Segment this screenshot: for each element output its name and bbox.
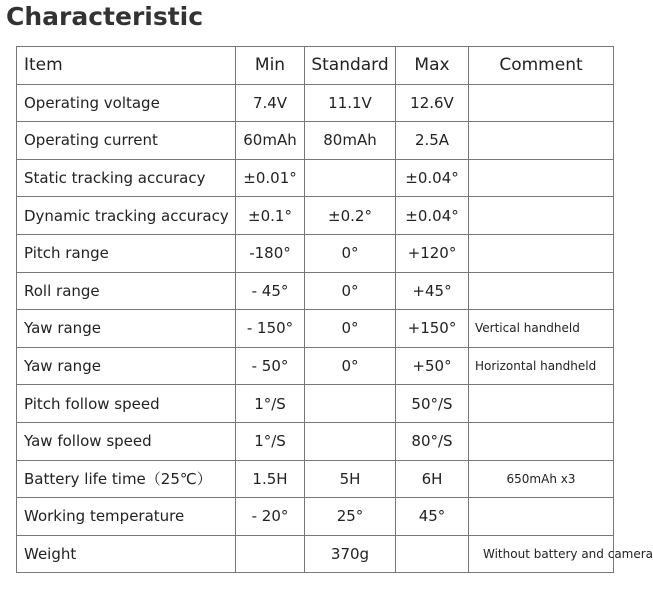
cell-item: Pitch range bbox=[17, 234, 236, 272]
cell-max: +50° bbox=[396, 347, 469, 385]
cell-item: Yaw range bbox=[17, 310, 236, 348]
cell-comment bbox=[469, 422, 614, 460]
table-row bbox=[17, 385, 614, 423]
cell-standard bbox=[305, 159, 396, 197]
table-row bbox=[17, 272, 614, 310]
cell-standard: 11.1V bbox=[305, 84, 396, 122]
cell-item: Operating current bbox=[17, 122, 236, 160]
cell-standard: 0° bbox=[305, 272, 396, 310]
cell-max: ±0.04° bbox=[396, 159, 469, 197]
cell-min: ±0.1° bbox=[236, 197, 305, 235]
table-row bbox=[17, 498, 614, 536]
cell-standard: 0° bbox=[305, 234, 396, 272]
cell-max: 2.5A bbox=[396, 122, 469, 160]
page-title: Characteristic bbox=[6, 2, 204, 31]
cell-max: +150° bbox=[396, 310, 469, 348]
table-row bbox=[17, 234, 614, 272]
cell-standard: 370g bbox=[305, 535, 396, 573]
cell-standard: 0° bbox=[305, 310, 396, 348]
cell-comment: Without battery and camera bbox=[469, 535, 614, 573]
cell-min: 1°/S bbox=[236, 422, 305, 460]
cell-max: 50°/S bbox=[396, 385, 469, 423]
cell-comment bbox=[469, 272, 614, 310]
cell-min: 7.4V bbox=[236, 84, 305, 122]
table-header-row bbox=[17, 47, 614, 85]
table-row bbox=[17, 422, 614, 460]
cell-item: Battery life time（25℃） bbox=[17, 460, 236, 498]
cell-max bbox=[396, 535, 469, 573]
cell-comment bbox=[469, 122, 614, 160]
cell-standard: 80mAh bbox=[305, 122, 396, 160]
table-row bbox=[17, 197, 614, 235]
table-row bbox=[17, 347, 614, 385]
cell-comment bbox=[469, 159, 614, 197]
cell-min: - 45° bbox=[236, 272, 305, 310]
cell-item: Dynamic tracking accuracy bbox=[17, 197, 236, 235]
table-row bbox=[17, 460, 614, 498]
cell-item: Roll range bbox=[17, 272, 236, 310]
cell-max: +120° bbox=[396, 234, 469, 272]
cell-comment bbox=[469, 498, 614, 536]
cell-comment bbox=[469, 197, 614, 235]
cell-min: ±0.01° bbox=[236, 159, 305, 197]
cell-min: 1.5H bbox=[236, 460, 305, 498]
cell-max: 6H bbox=[396, 460, 469, 498]
header-max: Max bbox=[396, 47, 469, 85]
cell-max: +45° bbox=[396, 272, 469, 310]
cell-min: - 50° bbox=[236, 347, 305, 385]
cell-item: Yaw range bbox=[17, 347, 236, 385]
characteristic-table bbox=[16, 46, 653, 573]
cell-min: - 150° bbox=[236, 310, 305, 348]
table-row bbox=[17, 310, 614, 348]
header-item: Item bbox=[17, 47, 236, 85]
cell-comment bbox=[469, 234, 614, 272]
cell-item: Static tracking accuracy bbox=[17, 159, 236, 197]
cell-min: -180° bbox=[236, 234, 305, 272]
cell-comment bbox=[469, 385, 614, 423]
header-standard: Standard bbox=[305, 47, 396, 85]
header-comment: Comment bbox=[469, 47, 614, 85]
cell-max: 45° bbox=[396, 498, 469, 536]
table-row bbox=[17, 122, 614, 160]
cell-comment bbox=[469, 84, 614, 122]
cell-min: - 20° bbox=[236, 498, 305, 536]
table-row bbox=[17, 535, 614, 573]
table-row bbox=[17, 159, 614, 197]
cell-comment: Vertical handheld bbox=[469, 310, 614, 348]
cell-standard bbox=[305, 422, 396, 460]
cell-comment: 650mAh x3 bbox=[469, 460, 614, 498]
cell-max: 80°/S bbox=[396, 422, 469, 460]
cell-standard bbox=[305, 385, 396, 423]
cell-comment: Horizontal handheld bbox=[469, 347, 614, 385]
cell-standard: ±0.2° bbox=[305, 197, 396, 235]
table-row bbox=[17, 84, 614, 122]
cell-item: Working temperature bbox=[17, 498, 236, 536]
cell-max: ±0.04° bbox=[396, 197, 469, 235]
cell-min bbox=[236, 535, 305, 573]
cell-item: Weight bbox=[17, 535, 236, 573]
cell-item: Operating voltage bbox=[17, 84, 236, 122]
cell-item: Yaw follow speed bbox=[17, 422, 236, 460]
cell-item: Pitch follow speed bbox=[17, 385, 236, 423]
cell-standard: 0° bbox=[305, 347, 396, 385]
cell-min: 60mAh bbox=[236, 122, 305, 160]
cell-standard: 25° bbox=[305, 498, 396, 536]
cell-standard: 5H bbox=[305, 460, 396, 498]
cell-max: 12.6V bbox=[396, 84, 469, 122]
cell-min: 1°/S bbox=[236, 385, 305, 423]
header-min: Min bbox=[236, 47, 305, 85]
